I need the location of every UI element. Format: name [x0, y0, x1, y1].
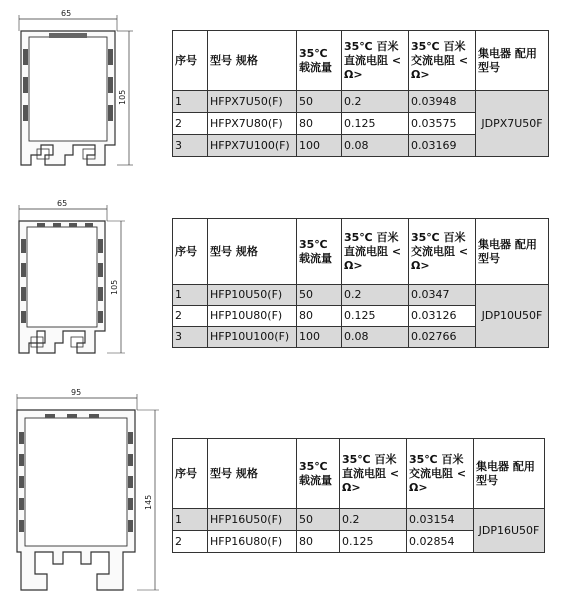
header-collector: 集电器 配用 型号: [476, 219, 549, 285]
cell-dc: 0.2: [340, 509, 407, 531]
cell-model: HFP10U50(F): [208, 285, 297, 306]
width-dimension-label: 95: [71, 388, 82, 397]
header-current: 35℃ 载流量: [297, 31, 342, 91]
cell-dc: 0.2: [342, 285, 409, 306]
cell-ac: 0.03126: [409, 306, 476, 327]
cell-ac: 0.03575: [409, 113, 476, 135]
cell-ac: 0.03154: [407, 509, 474, 531]
cell-seq: 3: [173, 327, 208, 348]
profile-drawing-2: [5, 195, 145, 370]
cell-current: 50: [297, 285, 342, 306]
cell-model: HFP10U80(F): [208, 306, 297, 327]
collector-model-cell: JDP16U50F: [474, 509, 545, 553]
header-model: 型号 规格: [208, 31, 297, 91]
height-dimension-label: 105: [110, 279, 119, 295]
cell-seq: 2: [173, 531, 208, 553]
cell-model: HFP16U80(F): [208, 531, 297, 553]
cell-current: 50: [297, 91, 342, 113]
cell-ac: 0.03948: [409, 91, 476, 113]
cell-dc: 0.125: [342, 306, 409, 327]
cell-dc: 0.2: [342, 91, 409, 113]
header-ac-resistance: 35℃ 百米 交流电阻 < Ω>: [407, 439, 474, 509]
cell-dc: 0.125: [340, 531, 407, 553]
header-current: 35℃ 载流量: [297, 219, 342, 285]
cell-current: 80: [297, 113, 342, 135]
spec-table-3: [172, 438, 545, 553]
height-dimension-label: 105: [118, 89, 127, 105]
profile-drawing-3: [5, 384, 165, 599]
height-dimension-label: 145: [144, 494, 153, 510]
product-block-3: [0, 382, 566, 602]
header-seq: 序号: [173, 219, 208, 285]
header-collector: 集电器 配用 型号: [474, 439, 545, 509]
cell-seq: 2: [173, 113, 208, 135]
cell-current: 50: [297, 509, 340, 531]
product-block-1: [0, 0, 566, 180]
product-block-2: [0, 190, 566, 370]
cell-ac: 0.02854: [407, 531, 474, 553]
cell-ac: 0.0347: [409, 285, 476, 306]
cell-current: 100: [297, 135, 342, 157]
cell-model: HFPX7U100(F): [208, 135, 297, 157]
cell-seq: 1: [173, 91, 208, 113]
cell-seq: 1: [173, 285, 208, 306]
collector-model-cell: JDPX7U50F: [476, 91, 549, 157]
cell-current: 80: [297, 531, 340, 553]
header-ac-resistance: 35℃ 百米 交流电阻 < Ω>: [409, 31, 476, 91]
header-current: 35℃ 载流量: [297, 439, 340, 509]
header-dc-resistance: 35℃ 百米 直流电阻 < Ω>: [340, 439, 407, 509]
cell-ac: 0.02766: [409, 327, 476, 348]
spec-table-2: [172, 218, 549, 348]
collector-model-cell: JDP10U50F: [476, 285, 549, 348]
width-dimension-label: 65: [61, 9, 72, 18]
cell-seq: 2: [173, 306, 208, 327]
cell-model: HFPX7U50(F): [208, 91, 297, 113]
cell-model: HFPX7U80(F): [208, 113, 297, 135]
header-collector: 集电器 配用 型号: [476, 31, 549, 91]
cell-current: 100: [297, 327, 342, 348]
header-seq: 序号: [173, 31, 208, 91]
spec-table-1: [172, 30, 549, 157]
cell-dc: 0.125: [342, 113, 409, 135]
cell-dc: 0.08: [342, 327, 409, 348]
cell-current: 80: [297, 306, 342, 327]
profile-drawing-1: [5, 5, 145, 180]
cell-seq: 3: [173, 135, 208, 157]
cell-seq: 1: [173, 509, 208, 531]
header-seq: 序号: [173, 439, 208, 509]
cell-model: HFP16U50(F): [208, 509, 297, 531]
header-dc-resistance: 35℃ 百米 直流电阻 < Ω>: [342, 219, 409, 285]
header-model: 型号 规格: [208, 439, 297, 509]
cell-model: HFP10U100(F): [208, 327, 297, 348]
width-dimension-label: 65: [57, 199, 68, 208]
cell-ac: 0.03169: [409, 135, 476, 157]
cell-dc: 0.08: [342, 135, 409, 157]
header-dc-resistance: 35℃ 百米 直流电阻 < Ω>: [342, 31, 409, 91]
header-ac-resistance: 35℃ 百米 交流电阻 < Ω>: [409, 219, 476, 285]
header-model: 型号 规格: [208, 219, 297, 285]
